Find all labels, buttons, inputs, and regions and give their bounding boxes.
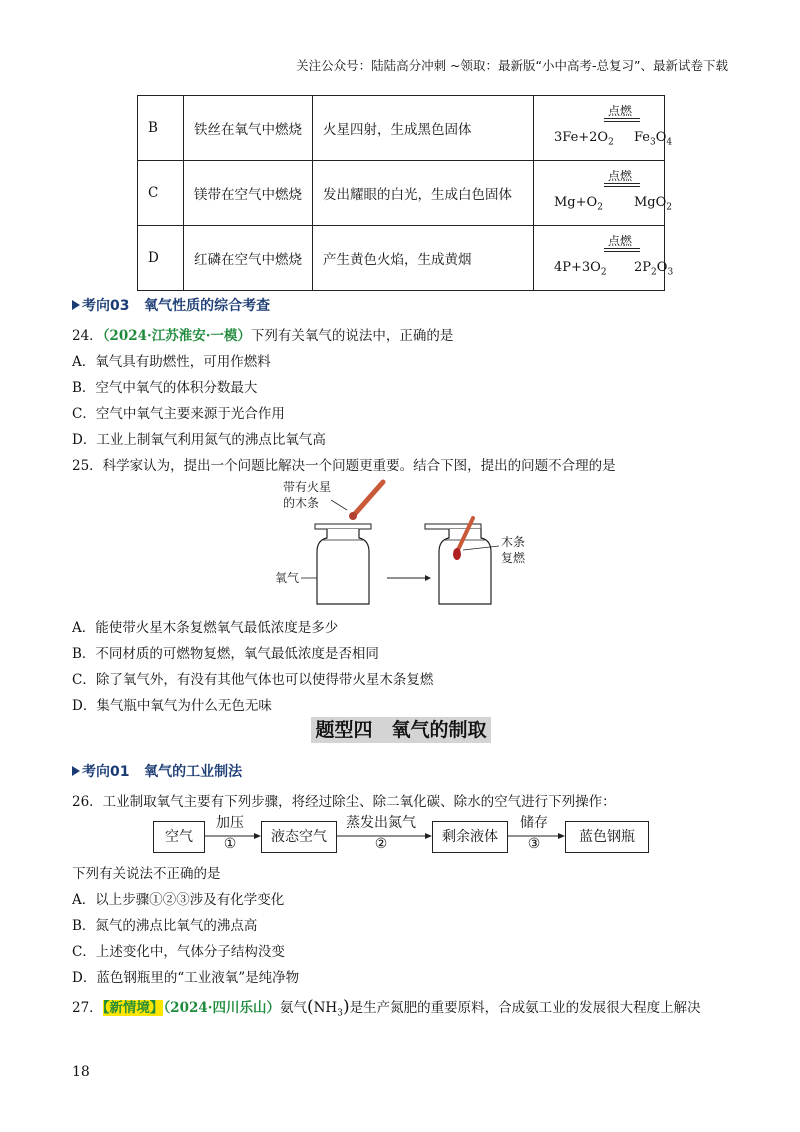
label-glowing-stick-2: 的木条 bbox=[283, 496, 320, 510]
question-25-option-c: C．除了氧气外，有没有其他气体也可以使得带火星木条复燃 bbox=[72, 672, 434, 688]
triangle-bullet-icon bbox=[72, 766, 80, 776]
reaction-condition: 点燃 bbox=[608, 104, 633, 118]
page-header: 关注公众号：陆陆高分冲刺 ~领取：最新版“小中高考-总复习”、最新试卷下载 bbox=[296, 58, 728, 73]
glowing-stick-icon bbox=[353, 482, 383, 516]
question-24-stem: 24．（2024·江苏淮安·一模）下列有关氧气的说法中，正确的是 bbox=[72, 328, 454, 344]
glass-plate-right bbox=[425, 524, 481, 529]
option-letter: D bbox=[138, 226, 184, 291]
flow-step-3-bottom: ③ bbox=[527, 836, 541, 852]
question-26-option-c: C．上述变化中，气体分子结构没变 bbox=[72, 944, 285, 960]
question-27-stem: 27．【新情境】（2024·四川乐山）氨气$(NH_3)$是生产氮肥的重要原料，合成氨工业的发展很大程度上解决 bbox=[72, 997, 701, 1019]
type-four-title: 题型四 氧气的制取 bbox=[311, 717, 491, 743]
equation-products: $Fe_3O_4$ bbox=[634, 130, 673, 148]
triangle-bullet-icon bbox=[72, 300, 80, 310]
label-glowing-stick-1: 带有火星 bbox=[283, 480, 332, 494]
question-24-option-b: B．空气中氧气的体积分数最大 bbox=[72, 380, 258, 396]
section-heading-03: 考向03 氧气性质的综合考查 bbox=[72, 295, 270, 315]
equation-cell bbox=[534, 226, 674, 291]
label-relit-1: 木条 bbox=[501, 535, 526, 549]
phenomenon-cell: 火星四射，生成黑色固体 bbox=[313, 96, 534, 161]
table-row bbox=[138, 226, 665, 291]
flow-box-liquid-air: 液态空气 bbox=[261, 821, 337, 853]
question-24-option-c: C．空气中氧气主要来源于光合作用 bbox=[72, 406, 285, 422]
flow-step-2-bottom: ② bbox=[374, 836, 388, 852]
flow-box-remaining-liquid: 剩余液体 bbox=[432, 821, 508, 853]
experiment-cell: 红磷在空气中燃烧 bbox=[184, 226, 313, 291]
label-relit-2: 复燃 bbox=[501, 551, 526, 565]
option-letter: C bbox=[138, 161, 184, 226]
glass-plate-left bbox=[315, 524, 371, 529]
oxygen-experiment-figure bbox=[265, 476, 545, 611]
reaction-table bbox=[137, 95, 674, 291]
flow-step-2-top: 蒸发出氮气 bbox=[346, 815, 416, 831]
question-26-option-a: A．以上步骤①②③涉及有化学变化 bbox=[72, 892, 285, 908]
option-letter: B bbox=[138, 96, 184, 161]
question-25-option-b: B．不同材质的可燃物复燃，氧气最低浓度是否相同 bbox=[72, 646, 379, 662]
ammonia-formula: $NH_3$ bbox=[313, 1000, 343, 1019]
question-24-option-a: A．氧气具有助燃性，可用作燃料 bbox=[72, 354, 271, 370]
phenomenon-cell: 产生黄色火焰，生成黄烟 bbox=[313, 226, 534, 291]
page-number: 18 bbox=[72, 1064, 90, 1080]
equation-cell bbox=[534, 161, 673, 226]
table-row bbox=[138, 96, 665, 161]
flow-step-1-top: 加压 bbox=[216, 815, 244, 831]
question-26-sub: 下列有关说法不正确的是 bbox=[72, 866, 221, 882]
flow-step-3-top: 储存 bbox=[520, 815, 548, 831]
label-oxygen: 氧气 bbox=[275, 571, 300, 585]
flow-box-blue-cylinder: 蓝色钢瓶 bbox=[565, 821, 649, 853]
equation-cell bbox=[534, 96, 673, 161]
question-26-option-b: B．氮气的沸点比氧气的沸点高 bbox=[72, 918, 258, 934]
experiment-cell: 铁丝在氧气中燃烧 bbox=[184, 96, 313, 161]
question-25-stem: 25．科学家认为，提出一个问题比解决一个问题更重要。结合下图，提出的问题不合理的是 bbox=[72, 458, 616, 474]
equation-reactants: $3Fe+2O_2$ bbox=[554, 130, 614, 148]
question-24-option-d: D．工业上制氧气利用氮气的沸点比氧气高 bbox=[72, 432, 326, 448]
reaction-condition: 点燃 bbox=[608, 169, 633, 183]
experiment-cell: 镁带在空气中燃烧 bbox=[184, 161, 313, 226]
flow-step-1-bottom: ① bbox=[223, 836, 237, 852]
equation-reactants: $4P+3O_2$ bbox=[554, 260, 607, 278]
phenomenon-cell: 发出耀眼的白光，生成白色固体 bbox=[313, 161, 534, 226]
table-row bbox=[138, 161, 665, 226]
equation-products: $2P_2O_3$ bbox=[634, 260, 674, 278]
flow-arrow-2-icon bbox=[425, 833, 432, 839]
equation-products: MgO$_2$ bbox=[634, 195, 673, 213]
question-25-option-d: D．集气瓶中氧气为什么无色无味 bbox=[72, 698, 272, 714]
question-26-stem: 26．工业制取氧气主要有下列步骤，将经过除尘、除二氧化碳、除水的空气进行下列操作： bbox=[72, 794, 616, 810]
equation-reactants: $Mg+O_2$ bbox=[554, 195, 603, 213]
flow-box-air: 空气 bbox=[153, 821, 205, 853]
arrow-head-icon bbox=[425, 575, 431, 581]
question-25-option-a: A．能使带火星木条复燃氧气最低浓度是多少 bbox=[72, 620, 339, 636]
question-26-option-d: D．蓝色钢瓶里的“工业液氧”是纯净物 bbox=[72, 970, 300, 986]
section-heading-01: 考向01 氧气的工业制法 bbox=[72, 761, 242, 781]
reaction-condition: 点燃 bbox=[608, 234, 633, 248]
